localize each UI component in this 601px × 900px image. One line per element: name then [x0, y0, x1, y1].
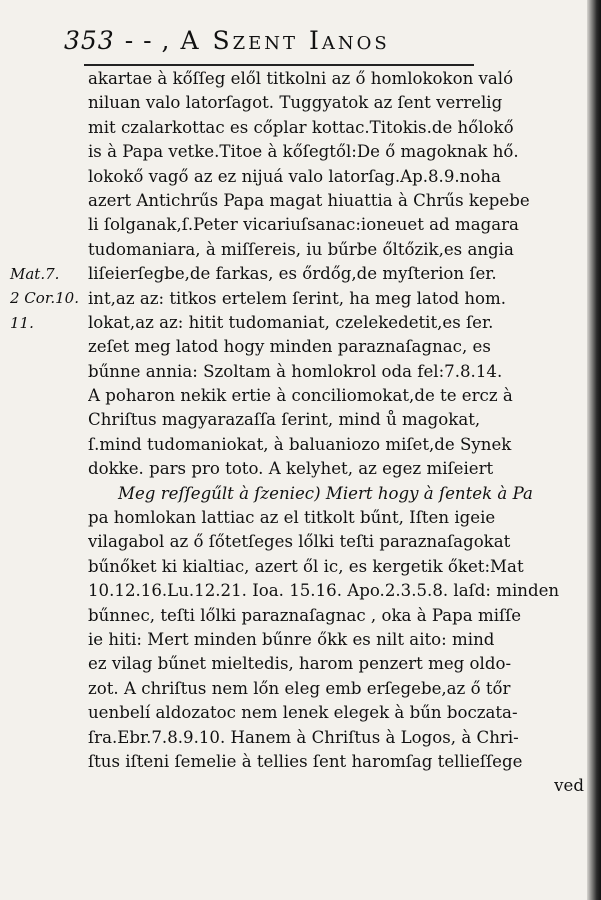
- margin-note: 2 Cor.10.: [10, 289, 79, 308]
- text-line: Chriſtus magyarazaſſa ſerint, mind ů magokat,: [88, 410, 481, 430]
- text-line: ie hiti: Mert minden bűnre őkk es nilt aito: mind: [88, 629, 495, 649]
- text-line: bűnnec, teſti lőlki paraznaſagnac , oka à Papa miſſe: [88, 605, 522, 625]
- text-line: ſra.Ebr.7.8.9.10. Hanem à Chriſtus à Logos, à Chri-: [88, 727, 519, 747]
- header-rule: [84, 64, 474, 66]
- margin-note: 11.: [10, 313, 34, 332]
- running-title: A Szent Ianos: [180, 26, 390, 55]
- text-line: ez vilag bűnet mieltedis, harom penzert meg oldo-: [88, 654, 512, 674]
- text-line: li ſolganak,ſ.Peter vicariuſsanac:ioneuet ad magara: [88, 215, 519, 235]
- text-line: is à Papa vetke.Titoe à kőſegtől:De ő magoknak hő.: [88, 142, 519, 162]
- text-line: bűnőket ki kialtiac, azert ől ic, es kergetik őket:Mat: [88, 556, 524, 576]
- text-line: 10.12.16.Lu.12.21. Ioa. 15.16. Apo.2.3.5.8. laſd: minden: [88, 581, 560, 601]
- text-line-lemma: Meg reſſegűlt à ſzeniec) Miert hogy à ſentek à Pa: [118, 483, 533, 503]
- text-line: azert Antichrűs Papa magat hiuattia à Chrűs kepebe: [88, 190, 530, 210]
- text-line: int,az az: titkos ertelem ſerint, ha meg latod hom.: [88, 288, 507, 308]
- text-line: zeſet meg latod hogy minden paraznaſagnac, es: [88, 337, 491, 357]
- text-line: lokokő vagő az ez nijuá valo latorſag.Ap.8.9.noha: [88, 166, 501, 186]
- margin-notes: [10, 262, 90, 335]
- text-line: vilagabol az ő ſőtetſeges lőlki teſti paraznaſagokat: [88, 532, 511, 552]
- catchword: ved: [554, 776, 584, 796]
- text-line: akartae à kőſſeg elől titkolni az ő homlokokon való: [88, 69, 514, 88]
- text-line: tudomaniara, à miſſereis, iu bűrbe őltőzik,es angia: [88, 239, 514, 259]
- text-line: niluan valo latorſagot. Tuggyatok az ſent verrelig: [88, 93, 503, 113]
- text-line: uenbelí aldozatoc nem lenek elegek à bűn boczata-: [88, 703, 518, 723]
- running-header: [64, 26, 587, 64]
- page-edge-shadow: [587, 0, 601, 900]
- text-line: mit czalarkottac es cőplar kottac.Titokis.de hőlokő: [88, 117, 514, 137]
- text-line: ſtus iſteni ſemelie à tellies ſent haromſag tellieſſege: [88, 751, 523, 771]
- body-text: [88, 67, 588, 799]
- text-line: dokke. pars pro toto. A kelyhet, az egez miſeiert: [88, 459, 494, 479]
- text-line: pa homlokan lattiac az el titkolt bűnt, Iſten igeie: [88, 508, 496, 528]
- text-line: liſeierſegbe,de farkas, es őrdőg,de myſterion ſer.: [88, 264, 497, 284]
- text-line: bűnne annia: Szoltam à homlokrol oda fel:7.8.14.: [88, 361, 503, 381]
- page-number: 353: [64, 26, 115, 55]
- text-line: lokat,az az: hitit tudomaniat, czelekedetit,es ſer.: [88, 312, 494, 332]
- text-line: A poharon nekik ertie à conciliomokat,de te ercz à: [88, 386, 513, 406]
- text-line: ſ.mind tudomaniokat, à baluaniozo miſet,de Synek: [88, 434, 512, 454]
- header-separator: - - ,: [124, 26, 171, 55]
- text-line: zot. A chriſtus nem lőn eleg emb erſegebe,az ő tőr: [88, 678, 511, 698]
- margin-note: Mat.7.: [10, 265, 60, 283]
